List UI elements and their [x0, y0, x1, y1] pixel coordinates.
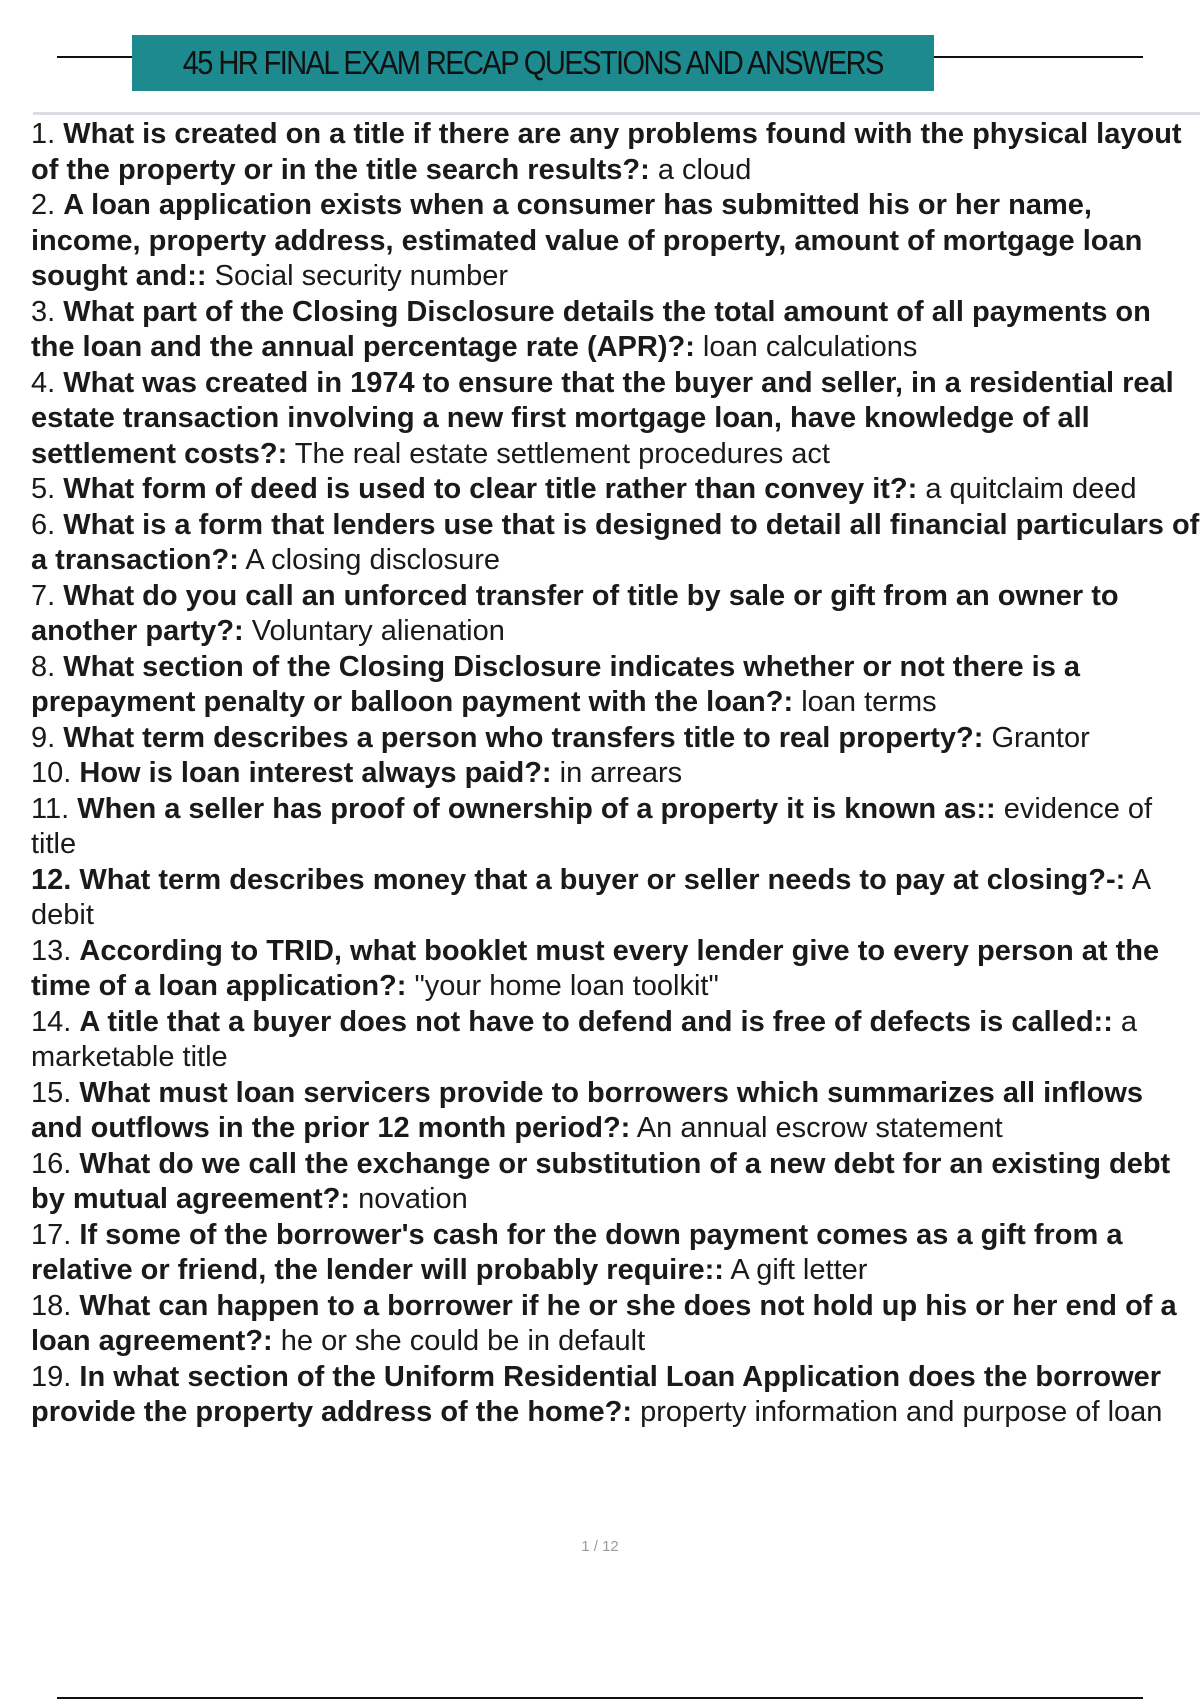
qa-answer: loan calculations	[694, 331, 918, 363]
qa-question: What do you call an unforced transfer of title by sale or gift from an owner to another party?:	[31, 579, 1119, 647]
qa-item	[31, 1076, 1200, 1147]
qa-question: A loan application exists when a consumer has submitted his or her name, income, property address, estimated value of property, amount of mortgage loan sought and::	[31, 189, 1143, 292]
qa-number: 17.	[31, 1218, 72, 1251]
qa-question: When a seller has proof of ownership of a property it is known as::	[77, 792, 996, 825]
qa-item	[31, 756, 1200, 792]
qa-number: 11.	[31, 792, 70, 825]
qa-number: 13.	[31, 934, 72, 967]
qa-number: 16.	[31, 1147, 72, 1180]
qa-number: 4.	[31, 366, 56, 399]
qa-number: 15.	[31, 1076, 72, 1109]
qa-number: 14.	[31, 1005, 72, 1038]
qa-item	[31, 117, 1200, 188]
qa-question: What was created in 1974 to ensure that the buyer and seller, in a residential real estate transaction involving a new first mortgage loan, have knowledge of all settlement costs?:	[31, 366, 1174, 470]
qa-item	[31, 472, 1200, 508]
qa-question: What can happen to a borrower if he or she does not hold up his or her end of a loan agreement?:	[31, 1289, 1177, 1357]
qa-number: 8.	[31, 650, 56, 683]
qa-question: According to TRID, what booklet must every lender give to every person at the time of a loan application?:	[31, 934, 1160, 1002]
qa-answer: in arrears	[551, 757, 683, 789]
qa-item	[31, 1289, 1200, 1360]
title-banner	[132, 35, 934, 91]
qa-item	[31, 721, 1200, 757]
qa-answer: a marketable title	[31, 1005, 1138, 1073]
header-rule-right	[934, 56, 1143, 58]
qa-question: What must loan servicers provide to borrowers which summarizes all inflows and outflows in the prior 12 month period?:	[31, 1076, 1144, 1144]
qa-answer: he or she could be in default	[272, 1325, 646, 1357]
qa-question: What section of the Closing Disclosure indicates whether or not there is a prepayment penalty or balloon payment with the loan?:	[31, 650, 1081, 718]
qa-question: A title that a buyer does not have to defend and is free of defects is called::	[79, 1005, 1113, 1038]
qa-question: How is loan interest always paid?:	[79, 757, 552, 789]
qa-item	[31, 188, 1200, 295]
qa-item	[31, 1218, 1200, 1289]
qa-number: 3.	[31, 295, 56, 328]
document-header	[0, 0, 1200, 110]
page-number: 1 / 12	[581, 1538, 619, 1555]
qa-answer: A closing disclosure	[238, 544, 501, 576]
qa-number: 9.	[31, 721, 56, 754]
qa-answer: evidence of title	[31, 792, 1153, 860]
qa-list	[31, 117, 1200, 1431]
qa-answer: Social security number	[206, 260, 508, 292]
qa-question: What is created on a title if there are any problems found with the physical layout of the property or in the title search results?:	[31, 118, 1182, 186]
qa-number: 5.	[31, 473, 56, 505]
qa-item	[31, 934, 1200, 1005]
qa-answer: A gift letter	[723, 1254, 868, 1286]
qa-number: 10.	[31, 757, 72, 789]
document-title: 45 HR FINAL EXAM RECAP QUESTIONS AND ANSWERS	[182, 44, 884, 81]
qa-item	[31, 650, 1200, 721]
qa-question: What term describes a person who transfers title to real property?:	[63, 721, 984, 754]
qa-number: 19.	[31, 1360, 72, 1393]
qa-item	[31, 1360, 1200, 1431]
qa-question: What part of the Closing Disclosure details the total amount of all payments on the loan and the annual percentage rate (APR)?:	[31, 295, 1151, 363]
qa-answer: An annual escrow statement	[630, 1112, 1003, 1144]
qa-answer: a quitclaim deed	[917, 473, 1137, 505]
qa-item	[31, 579, 1200, 650]
qa-answer: a cloud	[649, 153, 752, 186]
qa-question: What form of deed is used to clear title rather than convey it?:	[63, 473, 918, 505]
qa-number: 2.	[31, 189, 56, 221]
qa-item	[31, 1005, 1200, 1076]
qa-number: 7.	[31, 579, 56, 612]
qa-item	[31, 295, 1200, 366]
qa-number: 18.	[31, 1289, 72, 1322]
qa-answer: loan terms	[793, 686, 937, 718]
qa-answer: The real estate settlement procedures act	[287, 437, 830, 470]
footer-rule	[57, 1697, 1143, 1699]
qa-question: What term describes money that a buyer or seller needs to pay at closing?-:	[79, 863, 1126, 896]
qa-question: What do we call the exchange or substitution of a new debt for an existing debt by mutual agreement?:	[31, 1147, 1171, 1215]
qa-question: What is a form that lenders use that is designed to detail all financial particulars of a transaction?:	[31, 508, 1200, 576]
qa-item	[31, 1147, 1200, 1218]
qa-question: If some of the borrower's cash for the down payment comes as a gift from a relative or friend, the lender will probably require::	[31, 1218, 1123, 1286]
qa-answer: A debit	[31, 863, 1150, 931]
qa-item	[31, 863, 1200, 934]
qa-answer: Grantor	[983, 721, 1090, 754]
qa-question: In what section of the Uniform Residential Loan Application does the borrower provide the property address of the home?:	[31, 1360, 1162, 1428]
qa-item	[31, 508, 1200, 579]
qa-item	[31, 792, 1200, 863]
qa-answer: novation	[350, 1183, 468, 1215]
header-underline	[33, 112, 1200, 115]
qa-answer: Voluntary alienation	[243, 615, 505, 647]
qa-item	[31, 366, 1200, 473]
qa-answer: property information and purpose of loan	[632, 1396, 1163, 1428]
qa-answer: "your home loan toolkit"	[406, 970, 719, 1002]
qa-number: 12.	[31, 863, 72, 896]
qa-number: 1.	[31, 118, 56, 150]
header-rule-left	[57, 56, 132, 58]
qa-number: 6.	[31, 508, 56, 541]
